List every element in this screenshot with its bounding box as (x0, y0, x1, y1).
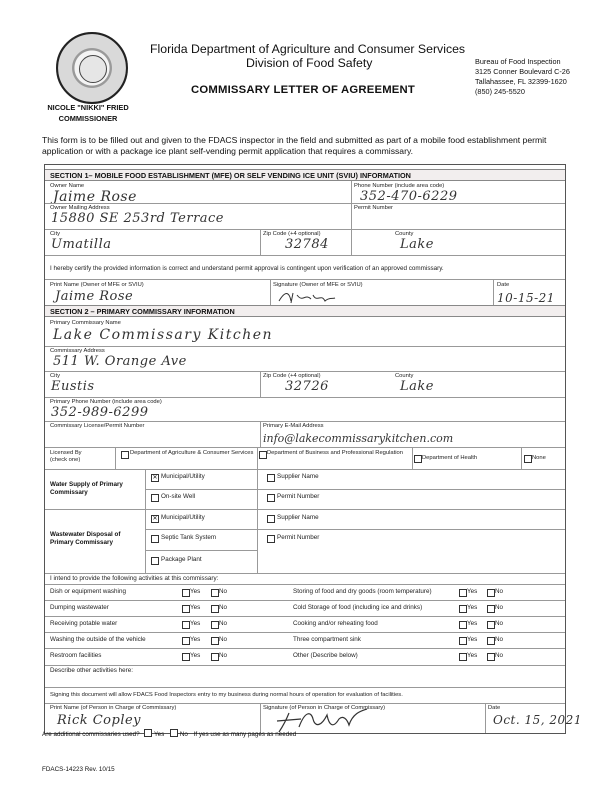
bureau-address: Bureau of Food Inspection 3125 Conner Boulevard C-26 Tallahassee, FL 32399-1620 (850) 245-5520 (475, 57, 570, 96)
activity-left-no-label: No (219, 636, 228, 643)
permit-number-label: Permit Number (354, 205, 393, 211)
email-label: Primary E-Mail Address (263, 423, 324, 429)
activity-row-divider (45, 648, 565, 649)
waste-package-plant-checkbox[interactable] (151, 557, 159, 565)
zip-label: Zip Code (+4 optional) (263, 231, 321, 237)
commissary-city-label: City (50, 373, 60, 379)
activity-right-no-checkbox[interactable] (487, 621, 495, 629)
owner-county-field[interactable]: Lake (400, 237, 434, 252)
commissary-name-field[interactable]: Lake Commissary Kitchen (53, 327, 274, 343)
activity-right-yes-label: Yes (467, 620, 478, 627)
licensed-by-dbpr-checkbox[interactable] (259, 451, 267, 459)
water-well-checkbox[interactable] (151, 494, 159, 502)
waste-package-plant-label: Package Plant (161, 556, 202, 563)
activity-right-no-label: No (495, 652, 504, 659)
waste-septic-checkbox[interactable] (151, 535, 159, 543)
activity-right-yes-label: Yes (467, 588, 478, 595)
commissary-zip-field[interactable]: 32726 (285, 379, 329, 394)
activity-left-label: Receiving potable water (50, 620, 118, 627)
waste-municipal-label: Municipal/Utility (161, 514, 205, 521)
commissary-zip-label: Zip Code (+4 optional) (263, 373, 321, 379)
license-label: Commissary License/Permit Number (50, 423, 145, 429)
owner-zip-field[interactable]: 32784 (285, 237, 329, 252)
licensed-by-dbpr-label: Department of Business and Professional Regulation (267, 450, 403, 456)
licensed-by-label: Licensed By (check one) (50, 450, 82, 463)
activity-left-yes-checkbox[interactable] (182, 605, 190, 613)
commissary-county-label: County (395, 373, 414, 379)
activity-right-yes-label: Yes (467, 604, 478, 611)
licensed-by-doh-checkbox[interactable] (414, 455, 422, 463)
activity-right-yes-checkbox[interactable] (459, 637, 467, 645)
activity-right-label: Storing of food and dry goods (room temperature) (293, 588, 432, 595)
licensed-by-fdacs-checkbox[interactable] (121, 451, 129, 459)
activity-left-no-label: No (219, 652, 228, 659)
owner-name-label: Owner Name (50, 183, 85, 189)
waste-supplier-name-label: Supplier Name (277, 514, 319, 521)
activity-row-divider (45, 616, 565, 617)
activity-right-no-label: No (495, 620, 504, 627)
form-body (44, 164, 582, 734)
county-label: County (395, 231, 414, 237)
form-number: FDACS-14223 Rev. 10/15 (42, 766, 115, 773)
commissary-date-label: Date (488, 705, 501, 711)
activity-left-label: Dumping wastewater (50, 604, 109, 611)
activity-left-yes-label: Yes (190, 636, 201, 643)
water-permit-checkbox[interactable] (267, 494, 275, 502)
commissary-address-label: Commissary Address (50, 348, 105, 354)
waste-septic-label: Septic Tank System (161, 534, 217, 541)
section2-heading: SECTION 2 – PRIMARY COMMISSARY INFORMATION (45, 305, 565, 317)
water-supplier-name-label: Supplier Name (277, 473, 319, 480)
division-name: Division of Food Safety (246, 56, 373, 70)
activity-right-yes-checkbox[interactable] (459, 653, 467, 661)
additional-yes-checkbox[interactable] (144, 729, 152, 737)
activity-left-no-checkbox[interactable] (211, 621, 219, 629)
describe-label: Describe other activities here: (50, 667, 133, 674)
commissioner-title: COMMISSIONER (58, 114, 118, 123)
certify-statement: I hereby certify the provided information is correct and understand permit approval is contingent upon verification of an approved commissary. (50, 265, 444, 272)
wastewater-label: Wastewater Disposal of Primary Commissary (50, 531, 121, 546)
owner-print-label: Print Name (Owner of MFE or SVIU) (50, 282, 144, 288)
activity-right-label: Cooking and/or reheating food (293, 620, 378, 627)
phone-label: Phone Number (include area code) (354, 183, 445, 189)
activity-left-yes-checkbox[interactable] (182, 637, 190, 645)
licensed-by-doh-label: Department of Health (422, 455, 478, 461)
water-municipal-label: Municipal/Utility (161, 473, 205, 480)
commissary-date-field[interactable]: Oct. 15, 2021 (493, 713, 582, 727)
owner-date-label: Date (497, 282, 510, 288)
commissary-phone-label: Primary Phone Number (include area code) (50, 399, 162, 405)
licensed-by-none-label: None (532, 455, 546, 461)
activity-left-no-checkbox[interactable] (211, 653, 219, 661)
owner-sig-label: Signature (Owner of MFE or SVIU) (273, 282, 363, 288)
additional-question: Are additional commissaries used? (42, 731, 140, 738)
activities-intro: I intend to provide the following activities at this commissary: (50, 575, 219, 582)
activity-left-yes-label: Yes (190, 620, 201, 627)
commissary-phone-field[interactable]: 352-989-6299 (51, 405, 149, 420)
mailing-address-field[interactable]: 15880 SE 253rd Terrace (51, 211, 225, 226)
activity-row-divider (45, 600, 565, 601)
activity-left-no-checkbox[interactable] (211, 637, 219, 645)
commissary-sig-label: Signature (of Person in Charge of Commissary) (263, 705, 386, 711)
commissary-address-field[interactable]: 511 W. Orange Ave (53, 354, 187, 369)
section1-heading: SECTION 1– MOBILE FOOD ESTABLISHMENT (MFE) OR SELF VENDING ICE UNIT (SVIU) INFORMATION (45, 169, 565, 181)
additional-yes-label: Yes (154, 731, 165, 738)
activity-left-label: Dish or equipment washing (50, 588, 126, 595)
activity-left-label: Washing the outside of the vehicle (50, 636, 146, 643)
activity-right-no-label: No (495, 636, 504, 643)
activity-right-label: Other (Describe below) (293, 652, 358, 659)
activity-left-yes-checkbox[interactable] (182, 589, 190, 597)
additional-no-checkbox[interactable] (170, 729, 178, 737)
owner-name-field[interactable]: Jaime Rose (53, 189, 137, 205)
activity-left-no-checkbox[interactable] (211, 605, 219, 613)
commissary-name-label: Primary Commissary Name (50, 320, 121, 326)
activity-right-no-checkbox[interactable] (487, 637, 495, 645)
activity-row-divider (45, 632, 565, 633)
water-municipal-checkbox[interactable]: ✕ (152, 475, 158, 481)
commissary-print-name-field[interactable]: Rick Copley (57, 713, 142, 728)
waste-permit-number-label: Permit Number (277, 534, 320, 541)
activity-left-yes-label: Yes (190, 652, 201, 659)
fdacs-seal-icon (56, 32, 128, 104)
activity-left-yes-label: Yes (190, 604, 201, 611)
activity-right-yes-label: Yes (467, 652, 478, 659)
activity-left-label: Restroom facilities (50, 652, 102, 659)
activity-right-no-label: No (495, 604, 504, 611)
owner-signature[interactable] (277, 289, 337, 305)
owner-city-field[interactable]: Umatilla (51, 237, 112, 252)
waste-supplier-checkbox[interactable] (267, 515, 275, 523)
water-supplier-checkbox[interactable] (267, 474, 275, 482)
water-well-label: On-site Well (161, 493, 196, 500)
waste-permit-checkbox[interactable] (267, 535, 275, 543)
licensed-by-none-checkbox[interactable] (524, 455, 532, 463)
signing-note: Signing this document will allow FDACS Food Inspectors entry to my business during normal hours of operation for evaluation of facilities. (50, 692, 403, 698)
activity-right-yes-label: Yes (467, 636, 478, 643)
commissary-email-field[interactable]: info@lakecommissarykitchen.com (263, 432, 454, 445)
owner-date-field[interactable]: 10-15-21 (497, 291, 555, 305)
additional-no-label: No (179, 731, 188, 738)
owner-print-name-field[interactable]: Jaime Rose (55, 289, 134, 304)
city-label: City (50, 231, 60, 237)
commissary-city-field[interactable]: Eustis (51, 379, 95, 394)
commissary-county-field[interactable]: Lake (400, 379, 434, 394)
licensed-by-fdacs-label: Department of Agriculture & Consumer Services (130, 450, 254, 456)
mailing-label: Owner Mailing Address (50, 205, 110, 211)
water-supply-label: Water Supply of Primary Commissary (50, 481, 123, 496)
activity-right-yes-checkbox[interactable] (459, 589, 467, 597)
activity-left-no-checkbox[interactable] (211, 589, 219, 597)
activity-left-no-label: No (219, 588, 228, 595)
activity-right-label: Three compartment sink (293, 636, 361, 643)
form-title: COMMISSARY LETTER OF AGREEMENT (191, 84, 415, 96)
water-permit-number-label: Permit Number (277, 493, 320, 500)
activity-right-no-checkbox[interactable] (487, 589, 495, 597)
activity-right-label: Cold Storage of food (including ice and drinks) (293, 604, 423, 611)
activity-left-yes-checkbox[interactable] (182, 653, 190, 661)
instructions: This form is to be filled out and given to the FDACS inspector in the field and submitted as part of a mobile food establishment permit application or with a package ice plant self-vending permit application that requires a commissary. (42, 135, 547, 156)
additional-note: If yes use as many pages as needed (193, 731, 297, 738)
activity-right-no-checkbox[interactable] (487, 653, 495, 661)
commissioner-block (40, 102, 136, 124)
activity-left-no-label: No (219, 604, 228, 611)
commissary-print-label: Print Name (of Person in Charge of Commissary) (50, 705, 177, 711)
additional-commissaries-row (42, 728, 296, 738)
owner-phone-field[interactable]: 352-470-6229 (360, 189, 458, 204)
department-name: Florida Department of Agriculture and Consumer Services (150, 42, 466, 56)
activity-left-no-label: No (219, 620, 228, 627)
activity-right-yes-checkbox[interactable] (459, 621, 467, 629)
activity-left-yes-checkbox[interactable] (182, 621, 190, 629)
activity-right-no-label: No (495, 588, 504, 595)
commissioner-name: NICOLE "NIKKI" FRIED (47, 103, 129, 112)
activity-right-no-checkbox[interactable] (487, 605, 495, 613)
activity-right-yes-checkbox[interactable] (459, 605, 467, 613)
waste-municipal-checkbox[interactable]: ✕ (152, 516, 158, 522)
activity-left-yes-label: Yes (190, 588, 201, 595)
